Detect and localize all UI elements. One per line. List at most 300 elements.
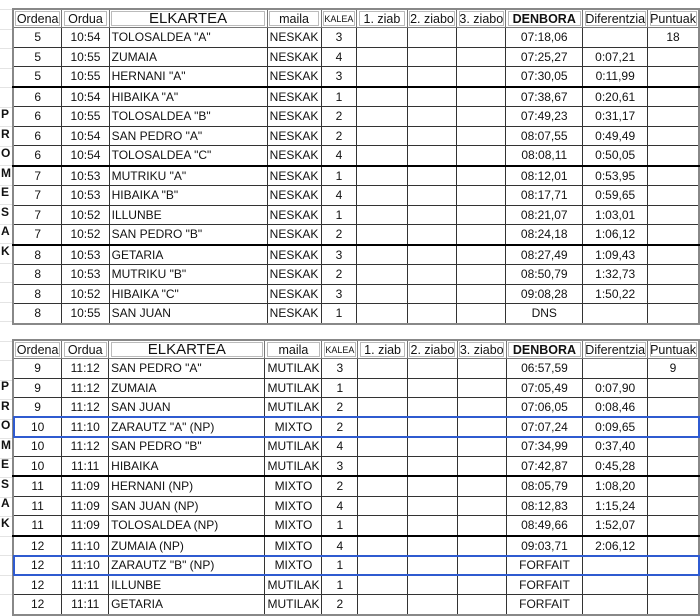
diferentzia-cell [583,304,648,324]
ziabo-2-cell [407,146,457,166]
puntuak-cell [648,556,699,576]
ziab-1-cell [358,456,408,476]
maila-cell: NESKAK [267,126,321,146]
ordua-cell: 10:54 [62,28,109,48]
ziab-1-cell [357,47,407,67]
side-letter: E [1,185,10,199]
table-row [13,245,699,265]
denbora-cell: FORFAIT [506,556,583,576]
ziabo-3-cell [457,146,506,166]
elkartea-cell: SAN PEDRO "A" [109,359,265,379]
ziabo-3-cell [457,28,506,48]
table-row [13,556,699,576]
ordua-cell: 10:52 [62,225,109,245]
table-row [13,126,699,146]
denbora-cell: 08:27,49 [506,245,583,265]
maila-cell: NESKAK [267,87,321,107]
kalea-cell: 4 [322,496,358,516]
diferentzia-cell [583,359,648,379]
ziab-1-cell [357,28,407,48]
ordena-cell: 11 [13,476,62,496]
ziab-1-cell [357,166,407,186]
denbora-cell: 06:57,59 [506,359,583,379]
kalea-cell: 1 [322,378,358,398]
kalea-cell: 2 [321,225,357,245]
side-letter: R [1,126,10,141]
gridline [0,575,12,576]
side-letter: M [1,165,11,180]
diferentzia-cell: 1:03,01 [583,205,648,225]
denbora-cell: 09:03,71 [506,536,583,556]
maila-cell: MIXTO [265,556,322,576]
puntuak-cell [648,205,699,225]
ordena-cell: 5 [13,67,62,87]
ordua-cell: 11:10 [62,556,109,576]
kalea-cell: 2 [321,265,357,285]
puntuak-cell [648,437,699,457]
ziabo-3-cell [457,496,506,516]
ziabo-3-cell [457,186,506,206]
ordua-cell: 11:09 [62,476,109,496]
header-ordena: Ordena [13,9,62,28]
header-diferentzia: Diferentzia [583,340,648,359]
maila-cell: NESKAK [267,304,321,324]
denbora-cell: FORFAIT [506,575,583,595]
ordua-cell: 10:53 [62,265,109,285]
gridline [0,263,12,264]
ziabo-3-cell [457,359,506,379]
maila-cell: MIXTO [265,496,322,516]
table-row [13,378,699,398]
denbora-cell: 07:06,05 [506,398,583,418]
denbora-cell: 08:12,83 [506,496,583,516]
ziab-1-cell [357,225,407,245]
elkartea-cell: SAN JUAN [109,304,267,324]
puntuak-cell [648,284,699,304]
ziab-1-cell [358,595,408,615]
ziab-1-cell [358,359,408,379]
elkartea-cell: TOLOSALDEA "B" [109,107,267,127]
table-row [13,595,699,615]
denbora-cell: 07:49,23 [506,107,583,127]
maila-cell: MUTILAK [265,378,322,398]
ziabo-3-cell [457,47,506,67]
gridline [0,48,12,49]
ordua-cell: 11:11 [62,595,109,615]
diferentzia-cell: 1:50,22 [583,284,648,304]
ordena-cell: 7 [13,186,62,206]
ziab-1-cell [357,126,407,146]
ordua-cell: 10:54 [62,146,109,166]
ziabo-2-cell [407,87,457,107]
ordena-cell: 12 [13,575,62,595]
side-letter: P [1,379,10,393]
ziabo-3-cell [457,284,506,304]
ziab-1-cell [358,496,408,516]
gridline [0,302,12,303]
maila-cell: NESKAK [267,47,321,67]
elkartea-cell: MUTRIKU "A" [109,166,267,186]
header-maila: maila [265,340,322,359]
results-table-neskak [12,8,700,325]
denbora-cell: 07:07,24 [506,417,583,437]
puntuak-cell: 9 [648,359,699,379]
denbora-cell: 09:08,28 [506,284,583,304]
ordena-cell: 10 [13,456,62,476]
ziabo-2-cell [407,205,457,225]
side-letter: A [1,224,10,238]
elkartea-cell: TOLOSALDEA "A" [109,28,267,48]
ziabo-2-cell [407,359,457,379]
puntuak-cell [648,225,699,245]
header-diferentzia: Diferentzia [583,9,648,28]
ordua-cell: 10:52 [62,205,109,225]
puntuak-cell [648,456,699,476]
maila-cell: MIXTO [265,536,322,556]
kalea-cell: 2 [321,126,357,146]
ordua-cell: 11:12 [62,437,109,457]
ordua-cell: 10:55 [62,47,109,67]
ziab-1-cell [358,476,408,496]
denbora-cell: 07:18,06 [506,28,583,48]
diferentzia-cell: 0:20,61 [583,87,648,107]
ordena-cell: 10 [13,437,62,457]
diferentzia-cell [583,28,648,48]
maila-cell: MUTILAK [265,595,322,615]
kalea-cell: 2 [322,595,358,615]
maila-cell: MUTILAK [265,398,322,418]
ziabo-3-cell [457,595,506,615]
table-row [13,536,699,556]
ziab-1-cell [357,245,407,265]
denbora-cell: DNS [506,304,583,324]
elkartea-cell: ZARAUTZ "B" (NP) [109,556,265,576]
kalea-cell: 1 [322,556,358,576]
ordena-cell: 12 [13,536,62,556]
header-elkartea: ELKARTEA [109,340,265,359]
header-kalea: KALEA [322,340,358,359]
maila-cell: MUTILAK [265,359,322,379]
ziabo-2-cell [407,225,457,245]
ordena-cell: 11 [13,496,62,516]
header-kalea: KALEA [321,9,357,28]
ziab-1-cell [357,186,407,206]
elkartea-cell: SAN PEDRO "B" [109,225,267,245]
ordena-cell: 12 [13,556,62,576]
puntuak-cell [648,476,699,496]
table-row [13,284,699,304]
maila-cell: MUTILAK [265,456,322,476]
elkartea-cell: ILLUNBE [109,205,267,225]
ziabo-2-cell [407,107,457,127]
ziab-1-cell [357,304,407,324]
header-maila: maila [267,9,321,28]
ordua-cell: 10:53 [62,245,109,265]
side-letter: S [1,204,10,219]
ordena-cell: 6 [13,107,62,127]
denbora-cell: 07:25,27 [506,47,583,67]
ordua-cell: 10:52 [62,284,109,304]
maila-cell: NESKAK [267,146,321,166]
ziabo-2-cell [407,536,457,556]
puntuak-cell [648,516,699,536]
header-ordua: Ordua [62,9,109,28]
maila-cell: MIXTO [265,417,322,437]
maila-cell: NESKAK [267,166,321,186]
ziabo-3-cell [457,378,506,398]
ordua-cell: 10:54 [62,87,109,107]
ziabo-3-cell [457,166,506,186]
side-letter: A [1,496,10,510]
ordena-cell: 5 [13,28,62,48]
side-letter: E [1,457,10,471]
gridline [0,536,12,537]
puntuak-cell [648,398,699,418]
header-puntuak: Puntuak [648,340,699,359]
header-row [13,9,699,28]
diferentzia-cell [583,595,648,615]
puntuak-cell [648,417,699,437]
elkartea-cell: ZUMAIA (NP) [109,536,265,556]
maila-cell: NESKAK [267,225,321,245]
maila-cell: NESKAK [267,28,321,48]
ordua-cell: 10:53 [62,186,109,206]
ordena-cell: 12 [13,595,62,615]
puntuak-cell [648,245,699,265]
ziab-1-cell [357,146,407,166]
elkartea-cell: HERNANI (NP) [109,476,265,496]
puntuak-cell [648,126,699,146]
diferentzia-cell: 0:45,28 [583,456,648,476]
ziabo-3-cell [457,225,506,245]
denbora-cell: 08:24,18 [506,225,583,245]
puntuak-cell [648,575,699,595]
ordua-cell: 10:55 [62,67,109,87]
elkartea-cell: SAN JUAN [109,398,265,418]
elkartea-cell: GETARIA [109,595,265,615]
ordena-cell: 6 [13,146,62,166]
ziabo-3-cell [457,437,506,457]
kalea-cell: 4 [322,437,358,457]
ordua-cell: 11:10 [62,417,109,437]
side-letter: R [1,398,10,413]
diferentzia-cell: 2:06,12 [583,536,648,556]
table-row [13,146,699,166]
table-row [13,437,699,457]
kalea-cell: 1 [322,516,358,536]
ziabo-3-cell [457,556,506,576]
puntuak-cell [648,67,699,87]
ziabo-3-cell [457,107,506,127]
puntuak-cell [648,265,699,285]
maila-cell: MIXTO [265,516,322,536]
puntuak-cell [648,47,699,67]
ziabo-3-cell [457,67,506,87]
table-row [13,47,699,67]
ziab-1-cell [357,107,407,127]
diferentzia-cell: 1:08,20 [583,476,648,496]
ziabo-2-cell [407,496,457,516]
ziabo-3-cell [457,304,506,324]
kalea-cell: 3 [321,28,357,48]
ziabo-2-cell [407,556,457,576]
ordena-cell: 8 [13,245,62,265]
elkartea-cell: HERNANI "A" [109,67,267,87]
table-row [13,166,699,186]
table-row [13,28,699,48]
ordua-cell: 11:11 [62,575,109,595]
side-letter: O [1,146,11,160]
ziabo-2-cell [407,417,457,437]
table-row [13,205,699,225]
side-letter: K [1,515,10,530]
puntuak-cell [648,107,699,127]
ordena-cell: 7 [13,166,62,186]
elkartea-cell: SAN PEDRO "A" [109,126,267,146]
gridline [0,555,12,556]
diferentzia-cell: 1:15,24 [583,496,648,516]
ziab-1-cell [358,437,408,457]
ordena-cell: 9 [13,398,62,418]
gridline [0,9,12,10]
ziabo-3-cell [457,87,506,107]
denbora-cell: 08:49,66 [506,516,583,536]
table-row [13,575,699,595]
diferentzia-cell: 0:53,95 [583,166,648,186]
header-ziabo-2: 2. ziabo [407,9,457,28]
table-row [13,186,699,206]
puntuak-cell [648,595,699,615]
side-letter: O [1,418,11,432]
gridline [0,68,12,69]
maila-cell: MUTILAK [265,437,322,457]
ziab-1-cell [358,516,408,536]
kalea-cell: 1 [321,205,357,225]
ziabo-3-cell [457,205,506,225]
ziabo-2-cell [407,595,457,615]
denbora-cell: 07:38,67 [506,87,583,107]
maila-cell: MIXTO [265,476,322,496]
ordena-cell: 9 [13,378,62,398]
ordua-cell: 10:55 [62,107,109,127]
header-elkartea: ELKARTEA [109,9,267,28]
maila-cell: NESKAK [267,186,321,206]
ziabo-2-cell [407,245,457,265]
header-ziabo-3: 3. ziabo [457,9,506,28]
header-ordua: Ordua [62,340,109,359]
maila-cell: NESKAK [267,205,321,225]
ziab-1-cell [358,398,408,418]
denbora-cell: 08:07,55 [506,126,583,146]
elkartea-cell: TOLOSALDEA "C" [109,146,267,166]
gridline [0,87,12,88]
ziabo-3-cell [457,265,506,285]
kalea-cell: 3 [322,456,358,476]
kalea-cell: 2 [322,476,358,496]
diferentzia-cell: 0:07,21 [583,47,648,67]
table-row [13,87,699,107]
ziabo-2-cell [407,398,457,418]
puntuak-cell [648,496,699,516]
ordena-cell: 7 [13,225,62,245]
ziabo-3-cell [457,575,506,595]
elkartea-cell: TOLOSALDEA (NP) [109,516,265,536]
ziabo-2-cell [407,67,457,87]
header-row [13,340,699,359]
ziabo-2-cell [407,304,457,324]
ordena-cell: 8 [13,304,62,324]
ordena-cell: 6 [13,126,62,146]
denbora-cell: 07:30,05 [506,67,583,87]
diferentzia-cell: 0:31,17 [583,107,648,127]
elkartea-cell: HIBAIKA "C" [109,284,267,304]
diferentzia-cell: 0:08,46 [583,398,648,418]
header-ziab-1: 1. ziab [357,9,407,28]
denbora-cell: 08:12,01 [506,166,583,186]
ziabo-3-cell [457,398,506,418]
ziab-1-cell [357,284,407,304]
diferentzia-cell: 0:09,65 [583,417,648,437]
elkartea-cell: SAN PEDRO "B" [109,437,265,457]
denbora-cell: 08:17,71 [506,186,583,206]
side-letter: S [1,476,10,491]
table-row [13,107,699,127]
puntuak-cell [648,186,699,206]
ziabo-2-cell [407,126,457,146]
denbora-cell: 07:42,87 [506,456,583,476]
ordua-cell: 11:09 [62,496,109,516]
kalea-cell: 1 [321,87,357,107]
ordua-cell: 10:53 [62,166,109,186]
puntuak-cell: 18 [648,28,699,48]
diferentzia-cell: 0:07,90 [583,378,648,398]
denbora-cell: 08:50,79 [506,265,583,285]
table-row [13,456,699,476]
ziab-1-cell [357,205,407,225]
table-row [13,398,699,418]
puntuak-cell [648,146,699,166]
elkartea-cell: ILLUNBE [109,575,265,595]
table-row [13,304,699,324]
ziabo-2-cell [407,476,457,496]
table-row [13,225,699,245]
diferentzia-cell: 0:11,99 [583,67,648,87]
header-ordena: Ordena [13,340,62,359]
header-puntuak: Puntuak [648,9,699,28]
table-row [13,265,699,285]
puntuak-cell [648,166,699,186]
denbora-cell: 08:21,07 [506,205,583,225]
ziabo-3-cell [457,417,506,437]
ziab-1-cell [357,67,407,87]
diferentzia-cell: 1:32,73 [583,265,648,285]
maila-cell: NESKAK [267,107,321,127]
ordua-cell: 11:10 [62,536,109,556]
ziabo-2-cell [407,378,457,398]
header-ziab-1: 1. ziab [358,340,408,359]
ziabo-2-cell [407,265,457,285]
puntuak-cell [648,378,699,398]
gridline [0,282,12,283]
diferentzia-cell [583,556,648,576]
ziabo-3-cell [457,516,506,536]
denbora-cell: 07:34,99 [506,437,583,457]
ordena-cell: 8 [13,265,62,285]
maila-cell: MUTILAK [265,575,322,595]
denbora-cell: 08:08,11 [506,146,583,166]
ziabo-3-cell [457,245,506,265]
diferentzia-cell: 0:59,65 [583,186,648,206]
